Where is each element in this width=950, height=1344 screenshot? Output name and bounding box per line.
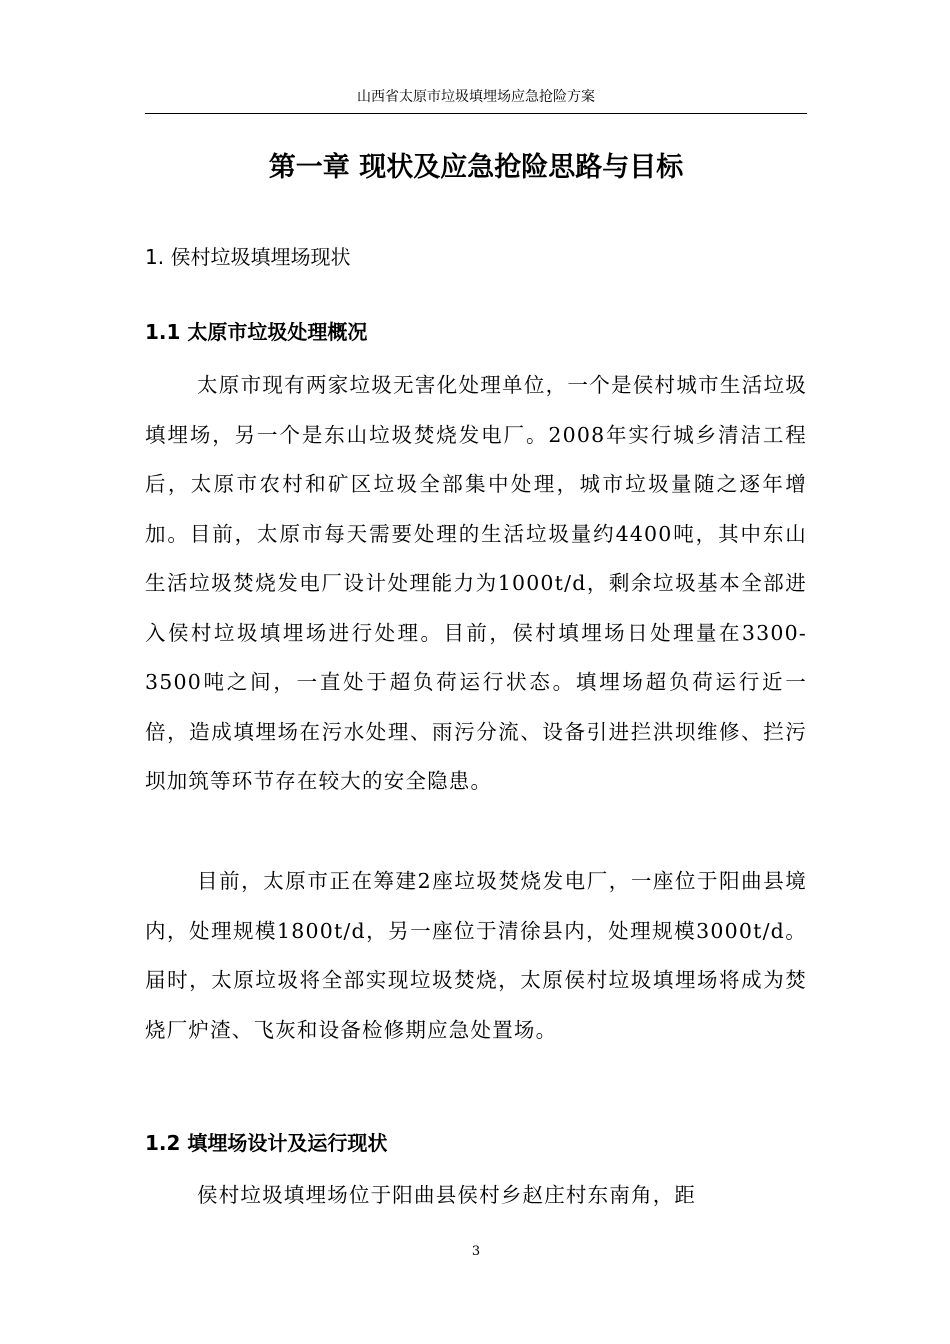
paragraph-1-2-a: 侯村垃圾填埋场位于阳曲县侯村乡赵庄村东南角，距 <box>197 1183 697 1207</box>
section-heading-1: 1. 侯村垃圾填埋场现状 <box>145 245 351 269</box>
paragraph-1-1-b: 目前，太原市正在筹建2座垃圾焚烧发电厂，一座位于阳曲县境内，处理规模1800t/d，另一座位于清徐县内，处理规模3000t/d。届时，太原垃圾将全部实现垃圾焚烧，太原侯村垃圾填埋场将成为焚烧厂炉渣、飞灰和设备检修期应急处置场。 <box>145 869 807 1042</box>
page-number: 3 <box>471 1244 481 1259</box>
paragraph-1-1-a: 太原市现有两家垃圾无害化处理单位，一个是侯村城市生活垃圾填埋场，另一个是东山垃圾焚烧发电厂。2008年实行城乡清洁工程后，太原市农村和矿区垃圾全部集中处理，城市垃圾量随之逐年增加。目前，太原市每天需要处理的生活垃圾量约4400吨，其中东山生活垃圾焚烧发电厂设计处理能力为1000t/d，剩余垃圾基本全部进入侯村垃圾填埋场进行处理。目前，侯村填埋场日处理量在3300-3500吨之间，一直处于超负荷运行状态。填埋场超负荷运行近一倍，造成填埋场在污水处理、雨污分流、设备引进拦洪坝维修、拦污坝加筑等环节存在较大的安全隐患。 <box>145 373 807 793</box>
header-divider <box>145 113 807 114</box>
section-heading-1-1: 1.1 太原市垃圾处理概况 <box>145 320 368 344</box>
running-header: 山西省太原市垃圾填埋场应急抢险方案 <box>357 89 595 105</box>
chapter-title: 第一章 现状及应急抢险思路与目标 <box>268 152 684 183</box>
section-heading-1-2: 1.2 填埋场设计及运行现状 <box>145 1131 388 1155</box>
